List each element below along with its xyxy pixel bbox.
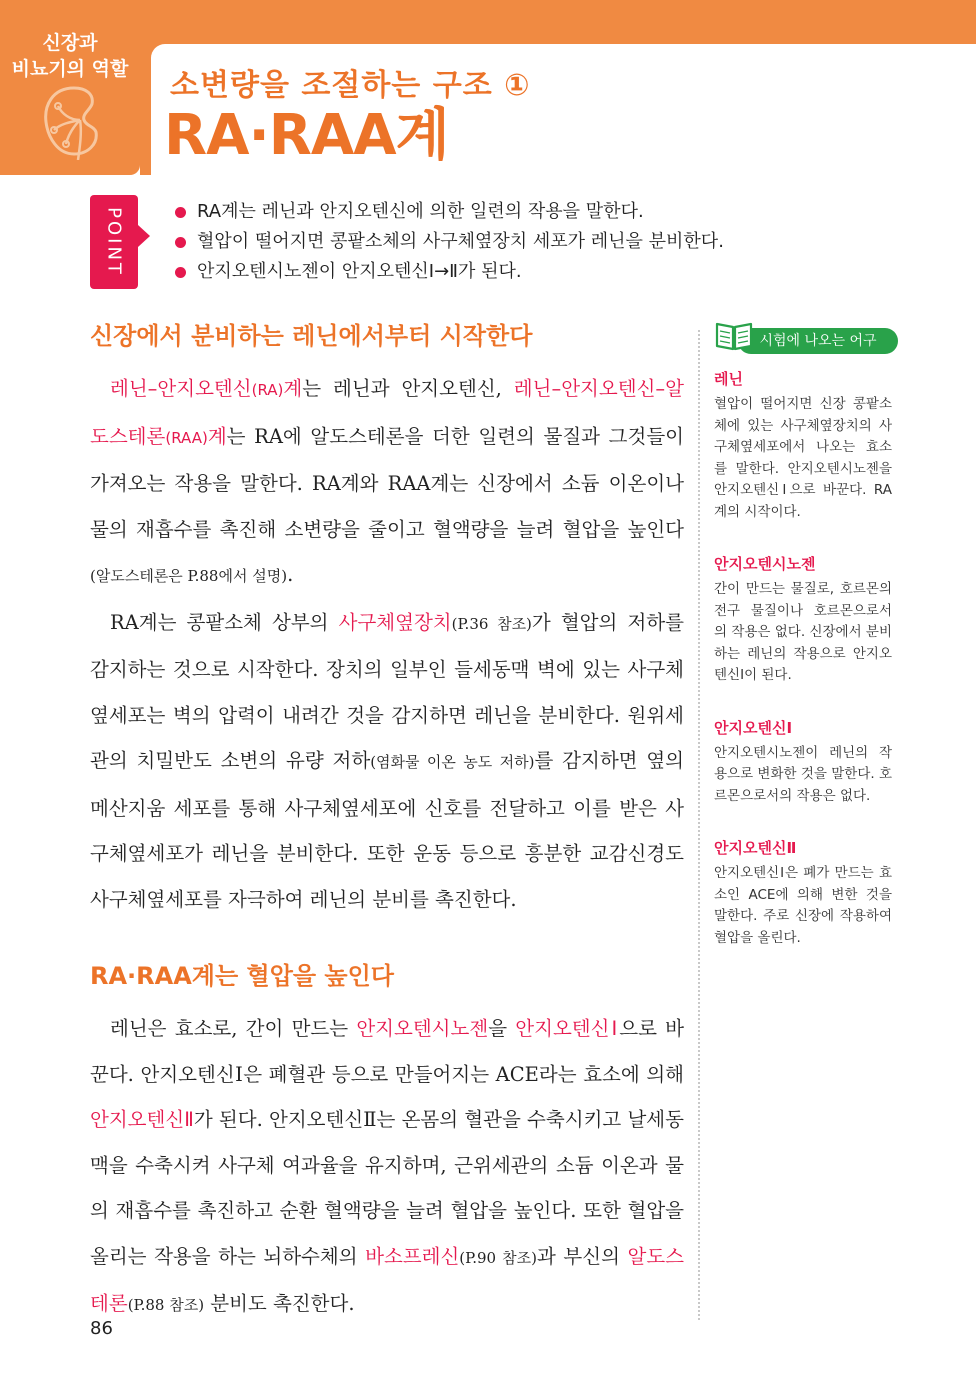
section-heading: RA·RAA계는 혈압을 높인다 bbox=[90, 962, 394, 990]
point-item: RA계는 레닌과 안지오텐신에 의한 일련의 작용을 말한다. bbox=[175, 197, 724, 227]
chapter-tab bbox=[0, 0, 140, 175]
body-text: 분비도 촉진한다. bbox=[204, 1292, 355, 1315]
term-highlight: (RA) bbox=[251, 381, 284, 399]
glossary-term bbox=[714, 837, 892, 949]
term-highlight: 레닌–안지오텐신 bbox=[110, 377, 252, 400]
body-text: 으로 바꾼다. 안지오텐신Ⅰ은 폐혈관 등으로 만들어지는 ACE라는 효소에 의해 bbox=[90, 1017, 685, 1086]
kidney-icon bbox=[40, 84, 104, 160]
glossary-sidebar bbox=[714, 318, 892, 949]
glossary-term-title: 안지오텐신Ⅱ bbox=[714, 839, 797, 857]
glossary-term bbox=[714, 368, 892, 523]
body-text: 레닌은 효소로, 간이 만드는 bbox=[110, 1017, 357, 1040]
body-text: 가 된다. 안지오텐신Ⅱ는 온몸의 혈관을 수축시키고 날세동맥을 수축시켜 사구체 여과율을 유지하며, 근위세관의 소듐 이온과 물의 재흡수를 촉진하고 순환 혈액량을 늘려 혈압을 높인다. 또한 혈압을 올리는 작용을 하는 뇌하수체의 bbox=[90, 1108, 684, 1268]
chapter-title-line2: 비뇨기의 역할 bbox=[11, 58, 129, 80]
point-item: 혈압이 떨어지면 콩팥소체의 사구체옆장치 세포가 레닌을 분비한다. bbox=[175, 227, 724, 257]
point-item: 안지오텐시노젠이 안지오텐신Ⅰ→Ⅱ가 된다. bbox=[175, 257, 724, 287]
body-text: . bbox=[287, 563, 294, 586]
reference-note: (P.36 참조) bbox=[451, 614, 532, 633]
point-badge-text: POINT bbox=[103, 207, 125, 277]
main-column bbox=[90, 318, 684, 1329]
glossary-term-title: 안지오텐신Ⅰ bbox=[714, 718, 793, 737]
body-text: RA계는 콩팥소체 상부의 bbox=[110, 610, 339, 634]
body-text: 를 감지하면 옆의 메산지움 세포를 통해 사구체옆세포에 신호를 전달하고 이를 받은 사구체옆세포가 레닌을 분비한다. 또한 운동 등으로 흥분한 교감신경도 사구체옆세포를 자극하여 레닌의 분비를 촉진한다. bbox=[90, 749, 684, 911]
reference-note: (알도스테론은 P.88에서 설명) bbox=[90, 567, 288, 585]
header-bar bbox=[0, 0, 976, 40]
glossary-term-desc: 혈압이 떨어지면 신장 콩팥소체에 있는 사구체옆장치의 사구체옆세포에서 나오는 효소를 말한다. 안지오텐시노젠을 안지오텐신Ⅰ으로 바꾼다. RA계의 시작이다. bbox=[714, 396, 892, 520]
term-highlight: 레닌–안지오텐신–알도스테론 bbox=[90, 377, 684, 448]
body-paragraph bbox=[90, 366, 684, 600]
open-book-icon bbox=[714, 318, 754, 352]
glossary-tag-label: 시험에 나오는 어구 bbox=[738, 328, 898, 354]
point-list bbox=[175, 197, 724, 287]
term-highlight: 바소프레신 bbox=[365, 1244, 460, 1268]
reference-note: (P.88 참조) bbox=[127, 1296, 205, 1314]
glossary-term-desc: 안지오텐신Ⅰ은 폐가 만드는 효소인 ACE에 의해 변한 것을 말한다. 주로 신장에 작용하여 혈압을 올린다. bbox=[714, 865, 892, 946]
glossary-term-title: 레닌 bbox=[714, 370, 743, 388]
reference-note: (P.90 참조) bbox=[459, 1248, 538, 1267]
term-highlight: 안지오텐신Ⅱ bbox=[90, 1108, 194, 1131]
chapter-title-line1: 신장과 bbox=[42, 32, 98, 54]
term-highlight: (RAA) bbox=[165, 428, 208, 447]
page-title: RA·RAA계 bbox=[164, 103, 449, 168]
term-highlight: 사구체옆장치 bbox=[338, 610, 452, 634]
chapter-title bbox=[6, 30, 134, 82]
term-highlight: 안지오텐신Ⅰ bbox=[515, 1017, 620, 1040]
page-number: 86 bbox=[90, 1318, 113, 1339]
term-highlight: 계 bbox=[283, 377, 303, 400]
term-highlight: 안지오텐시노젠 bbox=[356, 1017, 489, 1040]
body-text: 가 혈압의 저하를 감지하는 것으로 시작한다. 장치의 일부인 들세동맥 벽에 있는 사구체옆세포는 벽의 압력이 내려간 것을 감지하면 레닌을 분비한다. 원위세관의 치밀반도 소변의 유량 저하 bbox=[90, 610, 684, 772]
page-subtitle: 소변량을 조절하는 구조 ① bbox=[170, 68, 531, 103]
term-highlight: 알도스테론 bbox=[90, 1244, 684, 1315]
reference-note: (염화물 이온 농도 저하) bbox=[370, 753, 535, 771]
point-badge bbox=[90, 195, 138, 289]
glossary-term bbox=[714, 717, 892, 808]
glossary-tag bbox=[714, 318, 892, 354]
body-text: 는 RA에 알도스테론을 더한 일련의 물질과 그것들이 가져오는 작용을 말한다. RA계와 RAA계는 신장에서 소듐 이온이나 물의 재흡수를 촉진해 소변량을 줄이고 혈액량을 늘려 혈압을 높인다 bbox=[90, 424, 684, 541]
body-text: 는 레닌과 안지오텐신, bbox=[302, 377, 514, 400]
body-paragraph bbox=[90, 1006, 684, 1329]
term-highlight: 계 bbox=[207, 424, 227, 448]
section-heading: 신장에서 분비하는 레닌에서부터 시작한다 bbox=[90, 322, 533, 350]
glossary-term-desc: 안지오텐시노젠이 레닌의 작용으로 변화한 것을 말한다. 호르몬으로서의 작용은 없다. bbox=[714, 744, 892, 804]
body-text: 과 부신의 bbox=[537, 1244, 628, 1268]
point-badge-label bbox=[101, 205, 127, 279]
glossary-term-title: 안지오텐시노젠 bbox=[714, 555, 816, 573]
body-paragraph bbox=[90, 600, 684, 923]
column-divider bbox=[698, 330, 700, 1320]
body-text: 을 bbox=[488, 1017, 516, 1040]
glossary-term-desc: 간이 만드는 물질로, 호르몬의 전구 물질이나 호르몬으로서의 작용은 없다. 신장에서 분비하는 레닌의 작용으로 안지오텐신Ⅰ이 된다. bbox=[714, 581, 892, 683]
glossary-term bbox=[714, 553, 892, 687]
